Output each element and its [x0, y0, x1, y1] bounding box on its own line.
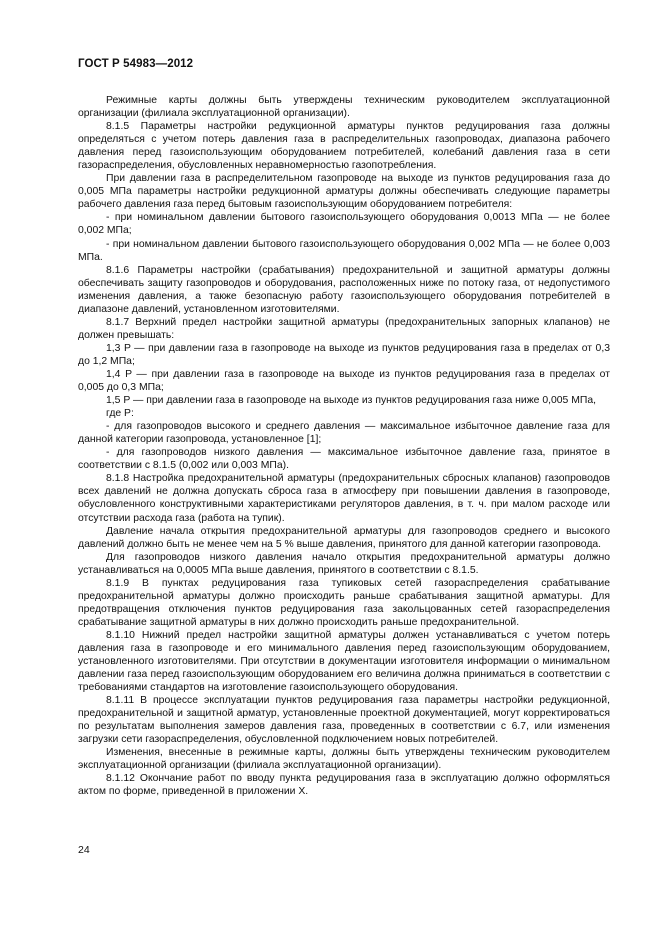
paragraph: 8.1.9 В пунктах редуцирования газа тупиковых сетей газораспределения срабатывание предохранительной арматуры должно происходить раньше срабатывания защитной арматуры. Для предотвращения отключения пунктов редуцирования газа закольцованных сетей газораспределения срабатывание защитной арматуры в них должно происходить раньше предохранительной. [78, 577, 610, 628]
paragraph: 1,5 P — при давлении газа в газопроводе на выходе из пунктов редуцирования газа ниже 0,005 МПа, [106, 395, 596, 407]
paragraph: - при номинальном давлении бытового газоиспользующего оборудования 0,0013 МПа — не более 0,002 МПа; [78, 212, 610, 237]
body-text [78, 94, 610, 799]
paragraph: Давление начала открытия предохранительной арматуры для газопроводов среднего и высокого давлений должно быть не менее чем на 5 % выше давления, принятого для данной категории газопровода. [78, 525, 610, 550]
paragraph: Режимные карты должны быть утверждены техническим руководителем эксплуатационной организации (филиала эксплуатационной организации). [78, 95, 610, 120]
paragraph: - для газопроводов низкого давления — максимальное избыточное давление газа, принятое в соответствии с 8.1.5 (0,002 или 0,003 МПа). [78, 447, 610, 472]
paragraph: 1,3 P — при давлении газа в газопроводе на выходе из пунктов редуцирования газа в пределах от 0,3 до 1,2 МПа; [78, 342, 610, 367]
paragraph: - для газопроводов высокого и среднего давления — максимальное избыточное давление газа для данной категории газопровода, установленное [1]; [78, 421, 610, 446]
paragraph: 8.1.11 В процессе эксплуатации пунктов редуцирования газа параметры настройки редукционной, предохранительной и защитной арматур, установленные проектной документацией, могут корректироваться по результатам выполнения замеров давления газа, проведенных в соответствии с 6.7, или изменения загрузки сети газораспределения, обусловленной подключением новых потребителей. [78, 695, 610, 746]
paragraph: 1,4 P — при давлении газа в газопроводе на выходе из пунктов редуцирования газа в пределах от 0,005 до 0,3 МПа; [78, 368, 610, 394]
standard-header: ГОСТ Р 54983—2012 [78, 58, 194, 70]
paragraph: 8.1.5 Параметры настройки редукционной арматуры пунктов редуцирования газа должны определяться с учетом потерь давления газа в распределительных газопроводах, диапазона рабочего давления перед газоиспользующим оборудованием потребителей, колебаний давления газа в сети газораспределения, обусловленных неравномерностью газопотребления. [78, 121, 610, 172]
paragraph: 8.1.8 Настройка предохранительной арматуры (предохранительных сбросных клапанов) газопроводов всех давлений не должна допускать сброса газа в атмосферу при повышении давления в газопроводе, обусловленного конструктивными характеристиками регуляторов давления, в т. ч. при малом расходе или отсутствии расхода газа (работа на тупик). [78, 473, 610, 524]
paragraph: 8.1.10 Нижний предел настройки защитной арматуры должен устанавливаться с учетом потерь давления газа в газопроводе и его минимального давления перед газоиспользующим оборудованием, установленного изготовителями. При отсутствии в документации изготовителя информации о минимальном давлении газа перед газоиспользующим оборудованием его величина должна приниматься в соответствии с требованиями стандартов на изготовление газоиспользующего оборудования. [78, 629, 610, 694]
paragraph: Для газопроводов низкого давления начало открытия предохранительной арматуры должно устанавливаться на 0,0005 МПа выше давления, принятого в соответствии с 8.1.5. [78, 551, 610, 576]
paragraph: где P: [106, 408, 134, 420]
paragraph: Изменения, внесенные в режимные карты, должны быть утверждены техническим руководителем эксплуатационной организации (филиала эксплуатационной организации). [78, 747, 610, 772]
paragraph: - при номинальном давлении бытового газоиспользующего оборудования 0,002 МПа — не более 0,003 МПа. [78, 238, 610, 263]
paragraph: 8.1.6 Параметры настройки (срабатывания) предохранительной и защитной арматуры должны обеспечивать защиту газопроводов и оборудования, расположенных ниже по потоку газа, от недопустимого изменения давления, а также безопасную работу газоиспользующего оборудования потребителей в диапазоне давлений, установленном изготовителями. [78, 264, 610, 315]
paragraph: 8.1.7 Верхний предел настройки защитной арматуры (предохранительных запорных клапанов) не должен превышать: [78, 316, 610, 341]
paragraph: При давлении газа в распределительном газопроводе на выходе из пунктов редуцирования газа до 0,005 МПа параметры настройки редукционной арматуры должны обеспечивать следующие параметры рабочего давления газа перед бытовым газоиспользующим оборудованием потребителя: [78, 173, 610, 211]
page-number: 24 [78, 844, 90, 856]
paragraph: 8.1.12 Окончание работ по вводу пункта редуцирования газа в эксплуатацию должно оформляться актом по форме, приведенной в приложении Х. [78, 773, 610, 798]
